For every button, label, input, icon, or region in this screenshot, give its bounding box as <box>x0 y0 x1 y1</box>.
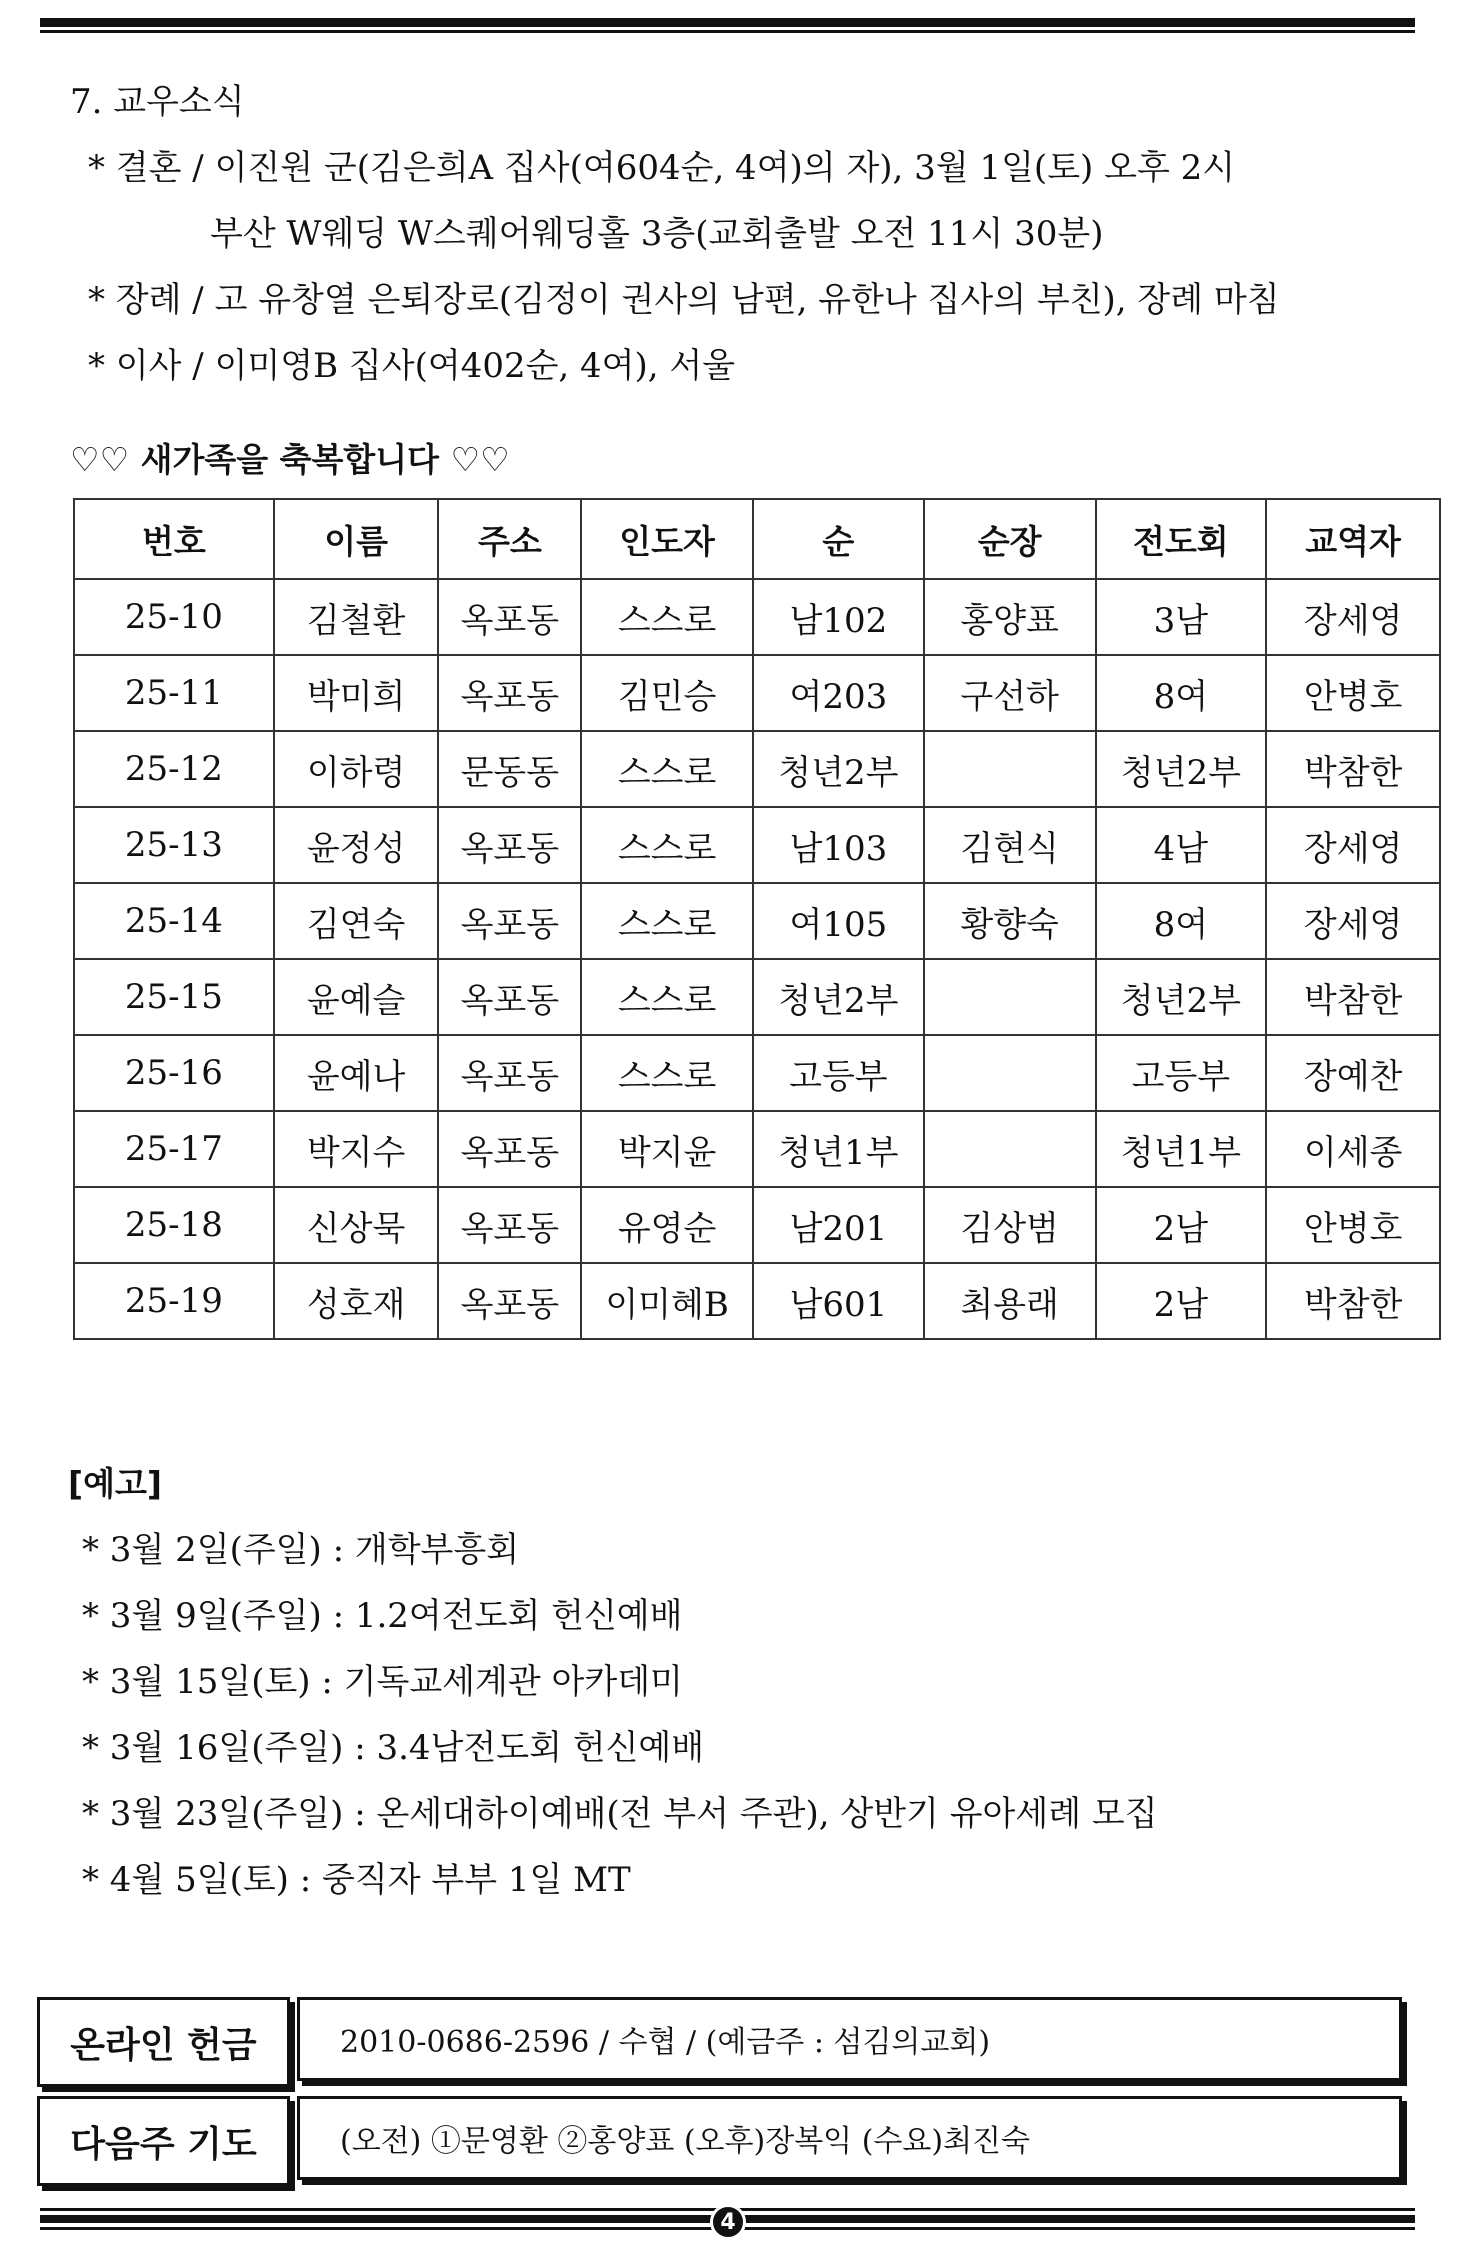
table-cell: 청년2부 <box>1096 731 1267 807</box>
table-cell: 25-18 <box>74 1187 274 1263</box>
table-cell: 옥포동 <box>438 883 581 959</box>
table-cell: 장세영 <box>1266 807 1440 883</box>
table-cell: 8여 <box>1096 655 1267 731</box>
table-cell: 25-10 <box>74 579 274 655</box>
table-header-row <box>74 499 1440 579</box>
table-cell: 고등부 <box>753 1035 924 1111</box>
column-header: 인도자 <box>581 499 753 579</box>
notice-item: * 3월 16일(주일) : 3.4남전도회 헌신예배 <box>82 1728 705 1768</box>
notice-heading: [예고] <box>68 1464 162 1503</box>
table-cell: 신상묵 <box>274 1187 439 1263</box>
table-cell: 윤정성 <box>274 807 439 883</box>
table-cell: 25-14 <box>74 883 274 959</box>
table-cell: 25-11 <box>74 655 274 731</box>
table-cell: 김연숙 <box>274 883 439 959</box>
notice-item: * 3월 2일(주일) : 개학부흥회 <box>82 1530 520 1570</box>
table-cell: 김현식 <box>924 807 1096 883</box>
table-cell: 8여 <box>1096 883 1267 959</box>
online-offering-account: 2010-0686-2596 / 수협 / (예금주 : 섬김의교회) <box>297 1997 1402 2081</box>
online-offering-label: 온라인 헌금 <box>37 1997 290 2087</box>
notice-item: * 3월 23일(주일) : 온세대하이예배(전 부서 주관), 상반기 유아세례 모집 <box>82 1794 1158 1834</box>
table-cell: 2남 <box>1096 1187 1267 1263</box>
table-cell: 장세영 <box>1266 579 1440 655</box>
table-cell: 옥포동 <box>438 1263 581 1339</box>
table-cell: 청년1부 <box>753 1111 924 1187</box>
column-header: 순장 <box>924 499 1096 579</box>
table-cell: 고등부 <box>1096 1035 1267 1111</box>
table-cell: 박참한 <box>1266 731 1440 807</box>
table-cell: 스스로 <box>581 1035 753 1111</box>
new-family-table <box>73 498 1441 1340</box>
table-row <box>74 883 1440 959</box>
table-cell: 장예찬 <box>1266 1035 1440 1111</box>
table-cell: 옥포동 <box>438 1035 581 1111</box>
new-family-heading: ♡♡ 새가족을 축복합니다 ♡♡ <box>70 440 510 479</box>
column-header: 주소 <box>438 499 581 579</box>
next-prayer-label: 다음주 기도 <box>37 2096 290 2186</box>
table-cell: 옥포동 <box>438 1187 581 1263</box>
column-header: 순 <box>753 499 924 579</box>
table-cell: 이하령 <box>274 731 439 807</box>
table-cell: 청년2부 <box>1096 959 1267 1035</box>
table-cell: 여105 <box>753 883 924 959</box>
table-cell: 성호재 <box>274 1263 439 1339</box>
table-cell: 남102 <box>753 579 924 655</box>
table-row <box>74 579 1440 655</box>
table-cell: 청년2부 <box>753 959 924 1035</box>
table-cell <box>924 959 1096 1035</box>
notice-item: * 3월 9일(주일) : 1.2여전도회 헌신예배 <box>82 1596 683 1636</box>
table-cell: 스스로 <box>581 883 753 959</box>
section-title: 7. 교우소식 <box>70 82 245 122</box>
table-cell <box>924 1111 1096 1187</box>
table-cell: 이세종 <box>1266 1111 1440 1187</box>
table-row <box>74 655 1440 731</box>
table-cell: 2남 <box>1096 1263 1267 1339</box>
table-row <box>74 807 1440 883</box>
table-cell: 스스로 <box>581 731 753 807</box>
table-cell: 박지윤 <box>581 1111 753 1187</box>
top-rule <box>40 18 1415 34</box>
table-cell: 윤예슬 <box>274 959 439 1035</box>
table-cell: 25-12 <box>74 731 274 807</box>
column-header: 번호 <box>74 499 274 579</box>
table-cell: 홍양표 <box>924 579 1096 655</box>
table-cell: 남201 <box>753 1187 924 1263</box>
table-cell: 김철환 <box>274 579 439 655</box>
table-row <box>74 1263 1440 1339</box>
table-cell: 4남 <box>1096 807 1267 883</box>
column-header: 전도회 <box>1096 499 1267 579</box>
table-cell: 박미희 <box>274 655 439 731</box>
table-cell: 남103 <box>753 807 924 883</box>
table-cell: 3남 <box>1096 579 1267 655</box>
table-cell <box>924 731 1096 807</box>
table-row <box>74 731 1440 807</box>
table-cell <box>924 1035 1096 1111</box>
table-cell: 스스로 <box>581 959 753 1035</box>
table-cell: 스스로 <box>581 579 753 655</box>
news-line: * 이사 / 이미영B 집사(여402순, 4여), 서울 <box>88 346 736 386</box>
table-cell: 윤예나 <box>274 1035 439 1111</box>
notice-item: * 4월 5일(토) : 중직자 부부 1일 MT <box>82 1860 631 1900</box>
table-row <box>74 1111 1440 1187</box>
table-cell: 안병호 <box>1266 1187 1440 1263</box>
table-cell: 최용래 <box>924 1263 1096 1339</box>
table-cell: 이미혜B <box>581 1263 753 1339</box>
table-cell: 청년2부 <box>753 731 924 807</box>
table-row <box>74 959 1440 1035</box>
table-cell: 옥포동 <box>438 807 581 883</box>
table-cell: 장세영 <box>1266 883 1440 959</box>
table-cell: 여203 <box>753 655 924 731</box>
table-cell: 25-16 <box>74 1035 274 1111</box>
column-header: 교역자 <box>1266 499 1440 579</box>
news-line: * 장례 / 고 유창열 은퇴장로(김정이 권사의 남편, 유한나 집사의 부친), 장례 마침 <box>88 280 1280 320</box>
table-cell: 안병호 <box>1266 655 1440 731</box>
page-number: 4 <box>710 2204 746 2240</box>
table-cell: 25-15 <box>74 959 274 1035</box>
table-cell: 유영순 <box>581 1187 753 1263</box>
table-cell: 25-17 <box>74 1111 274 1187</box>
table-cell: 옥포동 <box>438 1111 581 1187</box>
table-cell: 25-19 <box>74 1263 274 1339</box>
next-prayer-list: (오전) ①문영환 ②홍양표 (오후)장복익 (수요)최진숙 <box>297 2096 1402 2180</box>
table-cell: 남601 <box>753 1263 924 1339</box>
table-cell: 옥포동 <box>438 655 581 731</box>
news-line: * 결혼 / 이진원 군(김은희A 집사(여604순, 4여)의 자), 3월 1일(토) 오후 2시 <box>88 148 1236 188</box>
table-cell: 문동동 <box>438 731 581 807</box>
table-cell: 구선하 <box>924 655 1096 731</box>
table-cell: 옥포동 <box>438 579 581 655</box>
table-cell: 김상범 <box>924 1187 1096 1263</box>
notice-item: * 3월 15일(토) : 기독교세계관 아카데미 <box>82 1662 683 1702</box>
table-cell: 김민승 <box>581 655 753 731</box>
table-row <box>74 1187 1440 1263</box>
news-line: 부산 W웨딩 W스퀘어웨딩홀 3층(교회출발 오전 11시 30분) <box>210 214 1104 254</box>
table-cell: 스스로 <box>581 807 753 883</box>
table-cell: 박지수 <box>274 1111 439 1187</box>
table-row <box>74 1035 1440 1111</box>
table-cell: 청년1부 <box>1096 1111 1267 1187</box>
table-cell: 25-13 <box>74 807 274 883</box>
table-cell: 옥포동 <box>438 959 581 1035</box>
table-cell: 박참한 <box>1266 959 1440 1035</box>
table-cell: 황향숙 <box>924 883 1096 959</box>
column-header: 이름 <box>274 499 439 579</box>
table-cell: 박참한 <box>1266 1263 1440 1339</box>
